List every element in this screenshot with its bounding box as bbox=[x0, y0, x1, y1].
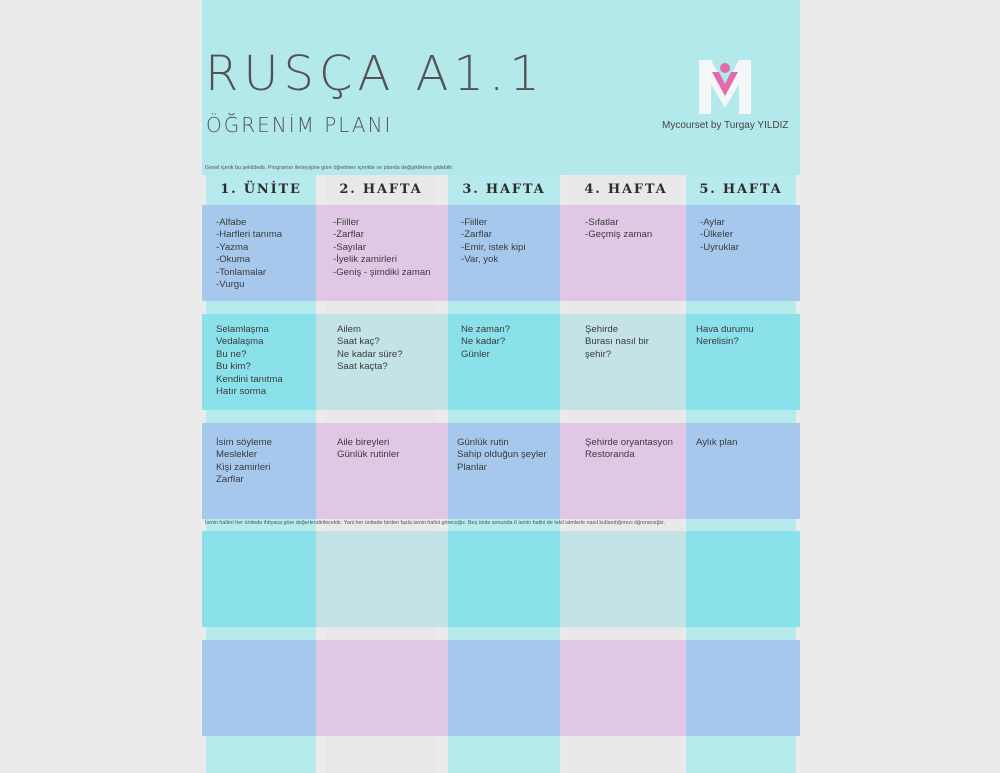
list-item: Günlük rutinler bbox=[337, 449, 400, 461]
topics-cell-1 bbox=[216, 324, 283, 398]
column-header-week-3: 3. HAFTA bbox=[462, 182, 546, 197]
empty-band-1 bbox=[202, 531, 800, 627]
list-item: Planlar bbox=[457, 461, 487, 473]
list-item: Aile bireyleri bbox=[337, 437, 390, 448]
list-item: Aylık plan bbox=[696, 437, 738, 448]
brand-label: Mycourset by Turgay YILDIZ bbox=[662, 120, 789, 131]
list-item: Ne zaman? bbox=[461, 324, 511, 335]
list-item: Nerelisin? bbox=[696, 336, 739, 348]
column-header-unit-1: 1. ÜNİTE bbox=[220, 182, 302, 197]
list-item: Restoranda bbox=[585, 449, 635, 461]
list-item: Hatır sorma bbox=[216, 386, 267, 398]
grammar-cell-2 bbox=[333, 217, 431, 279]
list-item: -Uyruklar bbox=[700, 241, 739, 253]
vocabulary-cell-5 bbox=[696, 437, 737, 449]
list-item: Bu ne? bbox=[216, 348, 247, 360]
list-item: İsim söyleme bbox=[216, 437, 272, 448]
list-item: Zarflar bbox=[216, 474, 244, 486]
list-item: Sahip olduğun şeyler bbox=[457, 449, 547, 461]
case-note: İsmin halleri her ünitede ihtiyaca göre değerlendirilecektir. Yani her ünitede birden fazla ismin halini göreceğiz. Beş ünite sonunda 6 ismin halini de tekil isimlerle nasıl kullandığımızı öğreneceğiz. bbox=[205, 520, 666, 526]
list-item: -Fiiller bbox=[333, 217, 360, 228]
top-note: Genel içerik bu şekildedir. Programın ilerleyişine göre öğretmen içerikte ve planda değişikliklere gidebilir. bbox=[205, 165, 454, 171]
list-item: -Zarflar bbox=[333, 229, 364, 241]
list-item: Selamlaşma bbox=[216, 324, 269, 335]
list-item: -Ülkeler bbox=[700, 229, 734, 241]
page-subtitle: ÖĞRENİM PLANI bbox=[206, 113, 393, 137]
list-item: -Harfleri tanıma bbox=[216, 229, 283, 241]
list-item: Meslekler bbox=[216, 449, 258, 461]
list-item: Şehirde oryantasyon bbox=[585, 437, 673, 448]
list-item: -Aylar bbox=[700, 217, 725, 228]
column-header-week-5: 5. HAFTA bbox=[699, 182, 783, 197]
list-item: -Alfabe bbox=[216, 217, 247, 228]
list-item: Hava durumu bbox=[696, 324, 754, 335]
list-item: Ailem bbox=[337, 324, 361, 335]
empty-band-2 bbox=[202, 640, 800, 736]
topics-cell-4 bbox=[585, 324, 649, 361]
list-item: Şehirde bbox=[585, 324, 619, 335]
list-item: -Emir, istek kipi bbox=[461, 241, 526, 253]
list-item: -Geniş - şimdiki zaman bbox=[333, 266, 431, 278]
topics-cell-5 bbox=[696, 324, 754, 349]
vocabulary-cell-1 bbox=[216, 437, 272, 487]
list-item: -Zarflar bbox=[461, 229, 492, 241]
list-item: Burası nasıl bir bbox=[585, 336, 649, 348]
column-header-week-2: 2. HAFTA bbox=[339, 182, 423, 197]
list-item: -Okuma bbox=[216, 254, 251, 266]
list-item: -İyelik zamirleri bbox=[333, 254, 397, 266]
list-item: Ne kadar? bbox=[461, 336, 506, 348]
list-item: -Sayılar bbox=[333, 241, 367, 253]
list-item: Bu kim? bbox=[216, 361, 251, 373]
list-item: -Sıfatlar bbox=[585, 217, 619, 228]
vocabulary-cell-4 bbox=[585, 437, 673, 462]
mycourset-m-logo-icon bbox=[698, 58, 752, 116]
list-item: şehir? bbox=[585, 348, 612, 360]
study-plan-sheet bbox=[202, 0, 800, 773]
list-item: -Yazma bbox=[216, 241, 249, 253]
list-item: -Tonlamalar bbox=[216, 266, 267, 278]
list-item: Günlük rutin bbox=[457, 437, 509, 448]
vocabulary-cell-3 bbox=[457, 437, 547, 474]
list-item: Kendini tanıtma bbox=[216, 373, 283, 385]
topics-cell-2 bbox=[337, 324, 403, 374]
list-item: -Vurgu bbox=[216, 279, 245, 291]
column-header-week-4: 4. HAFTA bbox=[584, 182, 668, 197]
list-item: Saat kaç? bbox=[337, 336, 380, 348]
vocabulary-cell-2 bbox=[337, 437, 399, 462]
list-item: Vedalaşma bbox=[216, 336, 264, 348]
topics-cell-3 bbox=[461, 324, 510, 361]
page-title: RUSÇA A1.1 bbox=[205, 46, 545, 102]
grammar-cell-4 bbox=[585, 217, 652, 242]
grammar-cell-1 bbox=[216, 217, 282, 291]
list-item: -Geçmiş zaman bbox=[585, 229, 653, 241]
list-item: -Var, yok bbox=[461, 254, 499, 266]
list-item: -Fiiller bbox=[461, 217, 488, 228]
list-item: Ne kadar süre? bbox=[337, 348, 403, 360]
grammar-cell-3 bbox=[461, 217, 526, 267]
list-item: Günler bbox=[461, 348, 490, 360]
list-item: Kişi zamirleri bbox=[216, 461, 271, 473]
list-item: Saat kaçta? bbox=[337, 361, 388, 373]
grammar-cell-5 bbox=[700, 217, 739, 254]
